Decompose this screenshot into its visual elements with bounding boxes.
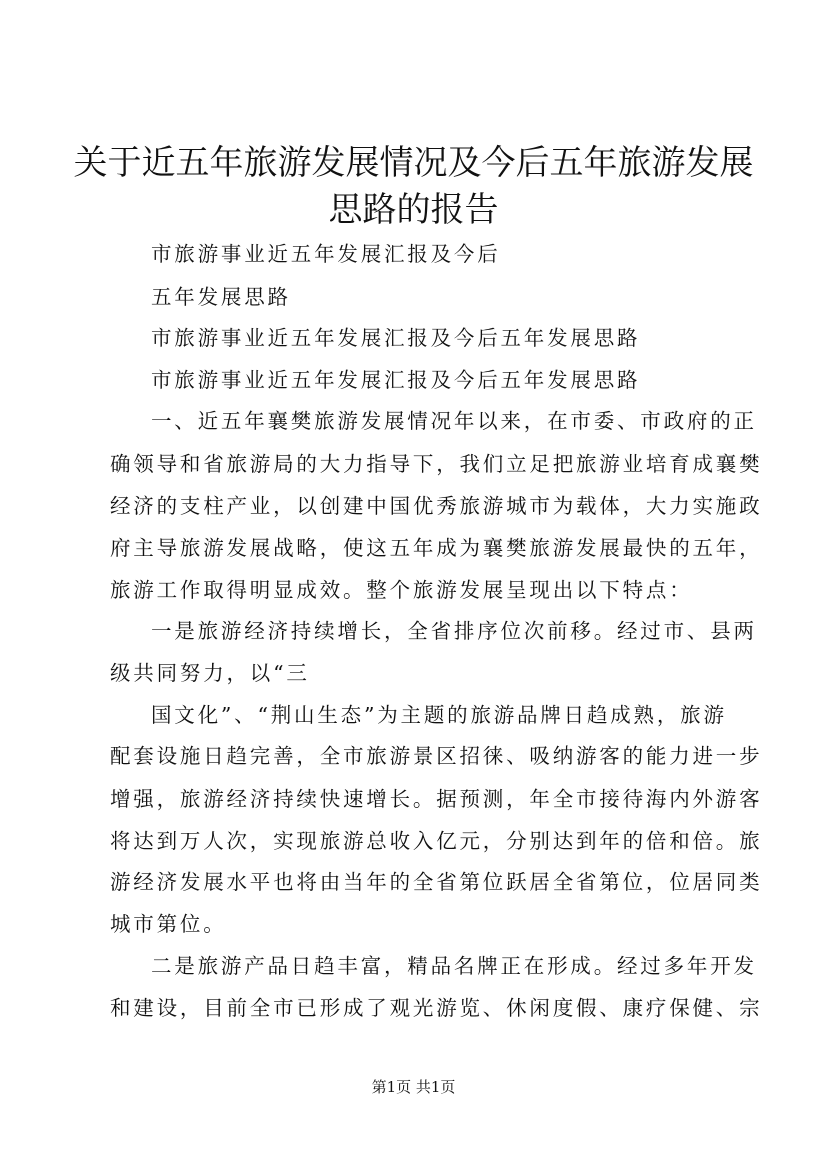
paragraph-line: 增强，旅游经济持续快速增长。据预测，年全市接待海内外游客 <box>110 787 763 811</box>
paragraph-line: 游经济发展水平也将由当年的全省第位跃居全省第位，位居同类 <box>110 870 763 894</box>
paragraph-line: 市旅游事业近五年发展汇报及今后 <box>151 242 501 266</box>
paragraph-line: 一、近五年襄樊旅游发展情况年以来，在市委、市政府的正 <box>151 409 757 433</box>
paragraph-line: 一是旅游经济持续增长，全省排序位次前移。经过市、县两 <box>151 619 757 643</box>
paragraph-line: 确领导和省旅游局的大力指导下，我们立足把旅游业培育成襄樊 <box>110 452 763 476</box>
paragraph-line: 将达到万人次，实现旅游总收入亿元，分别达到年的倍和倍。旅 <box>110 829 763 853</box>
page-number-footer: 第1页 共1页 <box>371 1078 456 1096</box>
paragraph-line: 经济的支柱产业，以创建中国优秀旅游城市为载体，大力实施政 <box>110 494 763 518</box>
paragraph-line: 城市第位。 <box>110 912 227 936</box>
paragraph-line: 国文化”、“荆山生态”为主题的旅游品牌日趋成熟，旅游 <box>151 703 727 727</box>
paragraph-line: 二是旅游产品日趋丰富，精品名牌正在形成。经过多年开发 <box>151 954 757 978</box>
document-title-line-1: 关于近五年旅游发展情况及今后五年旅游发展 <box>73 143 754 183</box>
paragraph-line: 市旅游事业近五年发展汇报及今后五年发展思路 <box>151 326 641 350</box>
paragraph-line: 旅游工作取得明显成效。整个旅游发展呈现出以下特点： <box>110 578 693 602</box>
paragraph-line: 配套设施日趋完善，全市旅游景区招徕、吸纳游客的能力进一步 <box>110 744 763 768</box>
paragraph-line: 和建设，目前全市已形成了观光游览、休闲度假、康疗保健、宗 <box>110 996 763 1020</box>
paragraph-line: 市旅游事业近五年发展汇报及今后五年发展思路 <box>151 368 641 392</box>
paragraph-line: 级共同努力，以“三 <box>110 661 310 685</box>
paragraph-line: 五年发展思路 <box>151 285 291 309</box>
document-title-line-2: 思路的报告 <box>328 190 499 230</box>
paragraph-line: 府主导旅游发展战略，使这五年成为襄樊旅游发展最快的五年， <box>110 536 763 560</box>
